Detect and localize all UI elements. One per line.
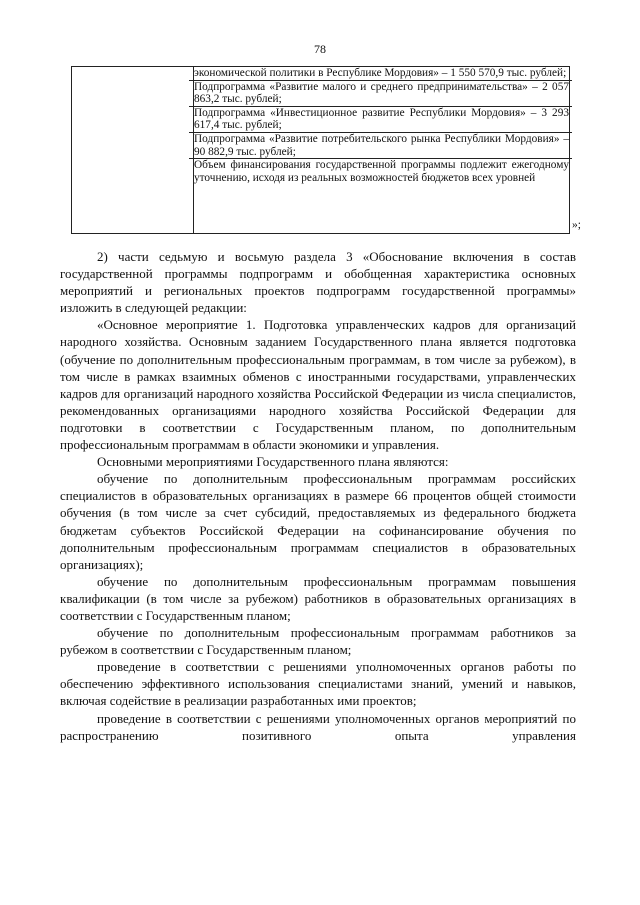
funding-line-consumer-market: Подпрограмма «Развитие потребительского рынка Республики Мордовия» – 90 882,9 тыс. рублей;	[189, 132, 572, 158]
paragraph-activity-experience: проведение в соответствии с решениями уполномоченных органов мероприятий по распространению позитивного опыта управления	[60, 710, 576, 743]
table-row	[72, 67, 570, 234]
paragraph-main-activities-heading: Основными мероприятиями Государственного плана являются:	[97, 454, 449, 470]
paragraph-amendment-intro: 2) части седьмую и восьмую раздела 3 «Обоснование включения в состав государственной программы подпрограмм и обобщенная характеристика основных мероприятий и региональных проектов подпрограмм государственной программы» изложить в следующей редакции:	[60, 249, 576, 316]
budget-table	[71, 66, 570, 234]
document-body	[60, 248, 576, 744]
paragraph-main-activity-1: «Основное мероприятие 1. Подготовка управленческих кадров для организаций народного хозяйства. Основным заданием Государственного плана является подготовка (обучение по дополнительным профессиональным программам, в том числе за рубежом), в том числе в рамках взаимных обменов с иностранными государствами, управленческих кадров для организаций народного хозяйства Российской Федерации из числа специалистов, рекомендованных организациями народного хозяйства Российской Федерации для подготовки в соответствии с Государственным планом, по дополнительным профессиональным программам в области экономики и управления.	[60, 317, 576, 453]
table-left-cell	[72, 67, 194, 234]
table-right-cell	[194, 67, 570, 234]
page-number: 78	[314, 42, 326, 56]
paragraph-activity-abroad: обучение по дополнительным профессиональным программам работников за рубежом в соответствии с Государственным планом;	[60, 625, 576, 658]
paragraph-activity-russian-specialists: обучение по дополнительным профессиональным программам российских специалистов в образовательных организациях в размере 66 процентов общей стоимости обучения (в том числе за счет субсидий, предоставляемых из федерального бюджета бюджетам субъектов Российской Федерации на софинансирование обучения по дополнительным профессиональным программам специалистов в образовательных организациях);	[60, 471, 576, 572]
funding-line-investment: Подпрограмма «Инвестиционное развитие Республики Мордовия» – 3 293 617,4 тыс. рублей;	[189, 106, 572, 132]
funding-line-annual-adjustment: Объем финансирования государственной программы подлежит ежегодному уточнению, исходя из реальных возможностей бюджетов всех уровней	[189, 158, 572, 184]
funding-line-small-business: Подпрограмма «Развитие малого и среднего предпринимательства» – 2 057 863,2 тыс. рублей;	[189, 80, 572, 106]
paragraph-activity-qualification: обучение по дополнительным профессиональным программам повышения квалификации (в том числе за рубежом) работников в образовательных организациях в соответствии с Государственным планом;	[60, 573, 576, 623]
table-closing-quote: »;	[572, 219, 581, 231]
paragraph-activity-knowledge-use: проведение в соответствии с решениями уполномоченных органов работы по обеспечению эффективного использования специалистами знаний, умений и навыков, включая содействие в реализации разработанных ими проектов;	[60, 659, 576, 709]
budget-table-fragment	[71, 66, 570, 234]
funding-line-economic-policy: экономической политики в Республике Мордовия» – 1 550 570,9 тыс. рублей;	[194, 67, 567, 79]
